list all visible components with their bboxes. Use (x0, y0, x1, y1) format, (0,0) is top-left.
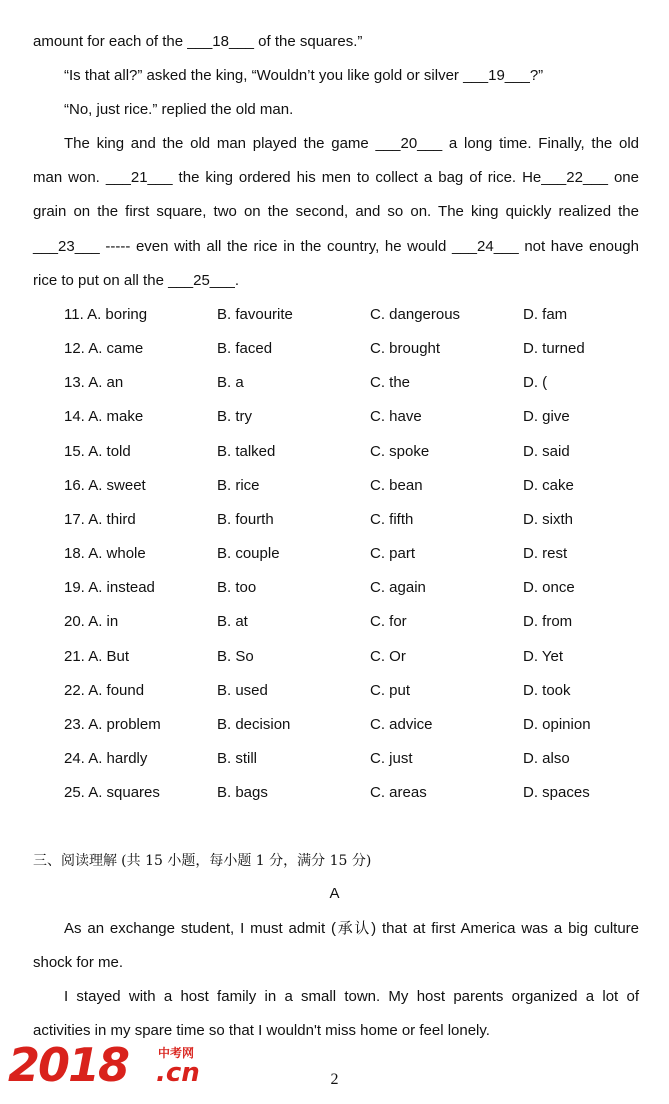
option-c: C. advice (370, 716, 433, 733)
option-d: D. took (523, 682, 571, 699)
option-row (64, 578, 639, 598)
option-c: C. have (370, 408, 422, 425)
option-b: B. couple (217, 545, 280, 562)
option-row (64, 476, 639, 496)
option-b: B. at (217, 613, 248, 630)
passage-line: “Is that all?” asked the king, “Wouldn’t you like gold or silver ___19___?” (64, 67, 544, 84)
option-c: C. part (370, 545, 416, 562)
logo-domain: .cn (156, 1058, 200, 1088)
option-row (64, 339, 639, 359)
option-d: D. sixth (523, 511, 574, 528)
option-b: B. decision (217, 716, 291, 733)
option-d: D. once (523, 579, 575, 596)
option-d: D. Yet (523, 648, 564, 665)
option-a: 11. A. boring (64, 306, 148, 323)
option-d: D. spaces (523, 784, 590, 801)
reading-line: As an exchange student, I must admit (承认) that at first America was a big culture (64, 920, 639, 937)
option-row (64, 305, 639, 325)
option-b: B. used (217, 682, 268, 699)
option-d: D. said (523, 443, 570, 460)
passage-line: The king and the old man played the game ___20___ a long time. Finally, the old (64, 135, 639, 152)
option-row (64, 544, 639, 564)
reading-line: activities in my spare time so that I wouldn't miss home or feel lonely. (33, 1022, 490, 1039)
option-row (64, 442, 639, 462)
option-a: 23. A. problem (64, 716, 161, 733)
option-d: D. opinion (523, 716, 591, 733)
section-title: 三、阅读理解 (33, 853, 117, 869)
option-c: C. fifth (370, 511, 414, 528)
option-d: D. give (523, 408, 570, 425)
option-b: B. So (217, 648, 254, 665)
section-note: (共 15 小题，每小题 1 分，满分 15 分) (121, 853, 372, 869)
option-a: 25. A. squares (64, 784, 160, 801)
passage-label: A (329, 885, 340, 902)
option-row (64, 681, 639, 701)
option-a: 17. A. third (64, 511, 136, 528)
option-c: C. just (370, 750, 413, 767)
option-d: D. rest (523, 545, 568, 562)
logo-chinese: 中考网 (158, 1046, 195, 1060)
option-a: 22. A. found (64, 682, 145, 699)
option-row (64, 510, 639, 530)
option-row (64, 783, 639, 803)
passage-line: “No, just rice.” replied the old man. (64, 101, 294, 118)
option-row (64, 749, 639, 769)
option-row (64, 407, 639, 427)
logo-number: 2018 (8, 1038, 129, 1092)
option-c: C. the (370, 374, 411, 391)
option-a: 16. A. sweet (64, 477, 146, 494)
option-b: B. still (217, 750, 258, 767)
option-row (64, 647, 639, 667)
option-d: D. also (523, 750, 570, 767)
option-c: C. spoke (370, 443, 430, 460)
option-d: D. from (523, 613, 573, 630)
option-c: C. put (370, 682, 411, 699)
option-b: B. bags (217, 784, 268, 801)
option-c: C. areas (370, 784, 427, 801)
option-a: 15. A. told (64, 443, 131, 460)
reading-line: I stayed with a host family in a small town. My host parents organized a lot of (64, 988, 639, 1005)
option-b: B. talked (217, 443, 276, 460)
passage-line: man won. ___21___ the king ordered his men to collect a bag of rice. He___22___ one (33, 169, 639, 186)
option-d: D. cake (523, 477, 574, 494)
option-a: 18. A. whole (64, 545, 146, 562)
option-a: 13. A. an (64, 374, 124, 391)
option-a: 20. A. in (64, 613, 119, 630)
option-d: D. ( (523, 374, 548, 391)
option-a: 12. A. came (64, 340, 144, 357)
option-row (64, 373, 639, 393)
option-a: 19. A. instead (64, 579, 155, 596)
option-d: D. turned (523, 340, 585, 357)
reading-line: shock for me. (33, 954, 124, 971)
option-d: D. fam (523, 306, 568, 323)
option-c: C. dangerous (370, 306, 461, 323)
passage-line: rice to put on all the ___25___. (33, 272, 239, 289)
option-b: B. too (217, 579, 257, 596)
option-c: C. again (370, 579, 426, 596)
option-b: B. fourth (217, 511, 274, 528)
option-c: C. for (370, 613, 407, 630)
option-c: C. brought (370, 340, 441, 357)
option-c: C. Or (370, 648, 406, 665)
option-a: 21. A. But (64, 648, 130, 665)
passage-line: amount for each of the ___18___ of the squares.” (33, 33, 363, 50)
page-number: 2 (330, 1071, 339, 1088)
section-heading (33, 851, 371, 871)
option-row (64, 715, 639, 735)
option-c: C. bean (370, 477, 423, 494)
option-b: B. rice (217, 477, 260, 494)
passage-line: ___23___ ----- even with all the rice in the country, he would ___24___ not have enough (33, 238, 639, 255)
option-b: B. try (217, 408, 253, 425)
option-b: B. faced (217, 340, 273, 357)
option-b: B. a (217, 374, 244, 391)
passage-line: grain on the first square, two on the second, and so on. The king quickly realized the (33, 203, 639, 220)
option-row (64, 612, 639, 632)
option-a: 24. A. hardly (64, 750, 148, 767)
option-b: B. favourite (217, 306, 293, 323)
option-a: 14. A. make (64, 408, 144, 425)
